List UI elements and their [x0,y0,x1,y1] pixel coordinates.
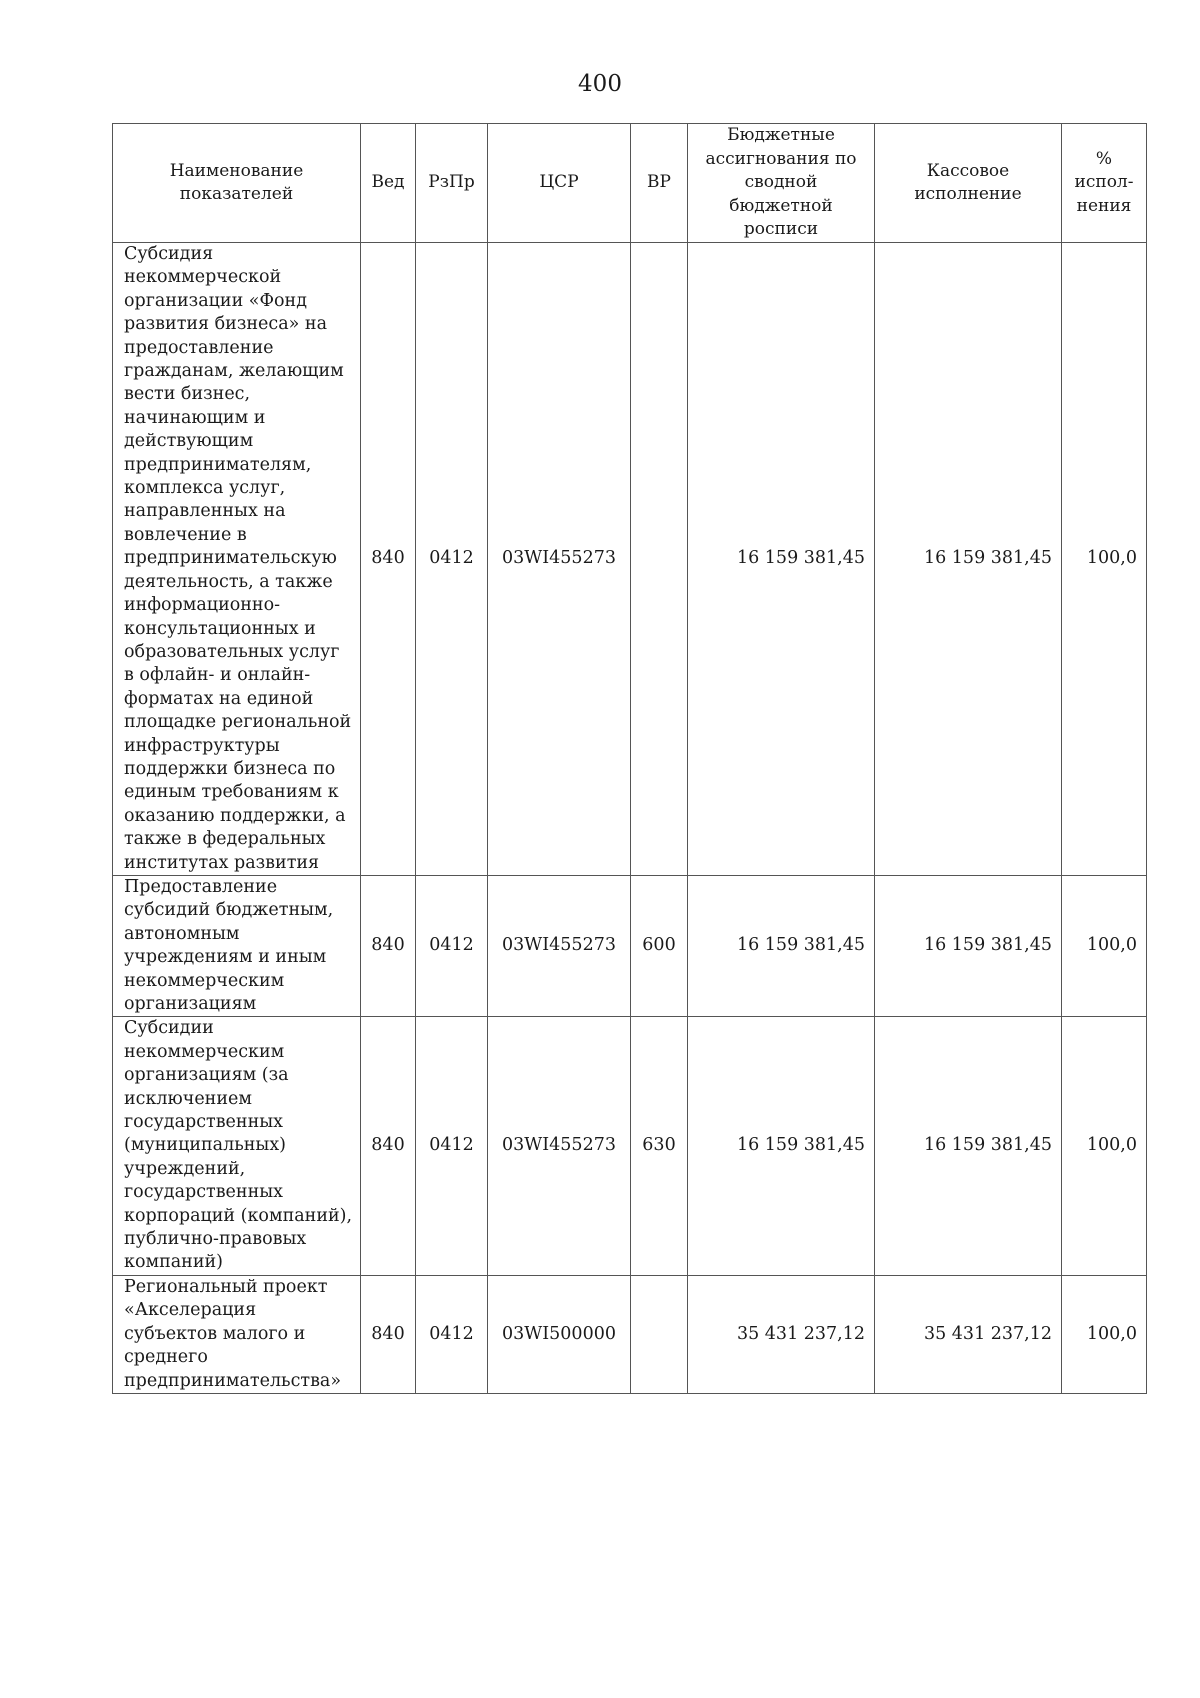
header-ved: Вед [361,124,416,243]
row-csr: 03WI455273 [488,1017,631,1275]
row-name: Субсидия некоммерческой организации «Фонд развития бизнеса» на предоставление гражданам, желающим вести бизнес, начинающим и действующим предпринимателям, комплекса услуг, направленных на вовлечение в предпринимательскую деятельность, а также информационно-консультационных и образовательных услуг в офлайн- и онлайн-форматах на единой площадке региональной инфраструктуры поддержки бизнеса по единым требованиям к оказанию поддержки, а также в федеральных институтах развития [113,243,361,876]
header-cash: Кассовое исполнение [875,124,1062,243]
header-rzpr: РзПр [416,124,488,243]
header-percent: % испол-нения [1062,124,1147,243]
row-percent: 100,0 [1062,1275,1147,1393]
row-assignments: 16 159 381,45 [688,875,875,1016]
row-name: Предоставление субсидий бюджетным, автономным учреждениям и иным некоммерческим организациям [113,875,361,1016]
row-rzpr: 0412 [416,1275,488,1393]
table-row [113,1275,1147,1393]
row-percent: 100,0 [1062,243,1147,876]
table-row [113,875,1147,1016]
table-row [113,243,1147,876]
table-row [113,1017,1147,1275]
row-cash: 16 159 381,45 [875,243,1062,876]
header-csr: ЦСР [488,124,631,243]
row-csr: 03WI455273 [488,243,631,876]
row-vr: 600 [631,875,688,1016]
header-vr: ВР [631,124,688,243]
row-rzpr: 0412 [416,1017,488,1275]
row-ved: 840 [361,875,416,1016]
row-cash: 16 159 381,45 [875,875,1062,1016]
row-name: Региональный проект «Акселерация субъектов малого и среднего предпринимательства» [113,1275,361,1393]
row-csr: 03WI500000 [488,1275,631,1393]
row-rzpr: 0412 [416,243,488,876]
row-assignments: 16 159 381,45 [688,243,875,876]
row-assignments: 35 431 237,12 [688,1275,875,1393]
header-assignments: Бюджетные ассигнования по сводной бюджетной росписи [688,124,875,243]
page-number: 400 [578,71,622,97]
row-assignments: 16 159 381,45 [688,1017,875,1275]
row-vr [631,1275,688,1393]
row-ved: 840 [361,243,416,876]
row-vr [631,243,688,876]
table-header-row [113,124,1147,243]
header-name: Наименование показателей [113,124,361,243]
row-vr: 630 [631,1017,688,1275]
row-percent: 100,0 [1062,1017,1147,1275]
budget-execution-table [112,123,1147,1394]
row-cash: 16 159 381,45 [875,1017,1062,1275]
row-ved: 840 [361,1275,416,1393]
row-ved: 840 [361,1017,416,1275]
row-cash: 35 431 237,12 [875,1275,1062,1393]
row-rzpr: 0412 [416,875,488,1016]
row-csr: 03WI455273 [488,875,631,1016]
row-percent: 100,0 [1062,875,1147,1016]
row-name: Субсидии некоммерческим организациям (за исключением государственных (муниципальных) учреждений, государственных корпораций (компаний), публично-правовых компаний) [113,1017,361,1275]
